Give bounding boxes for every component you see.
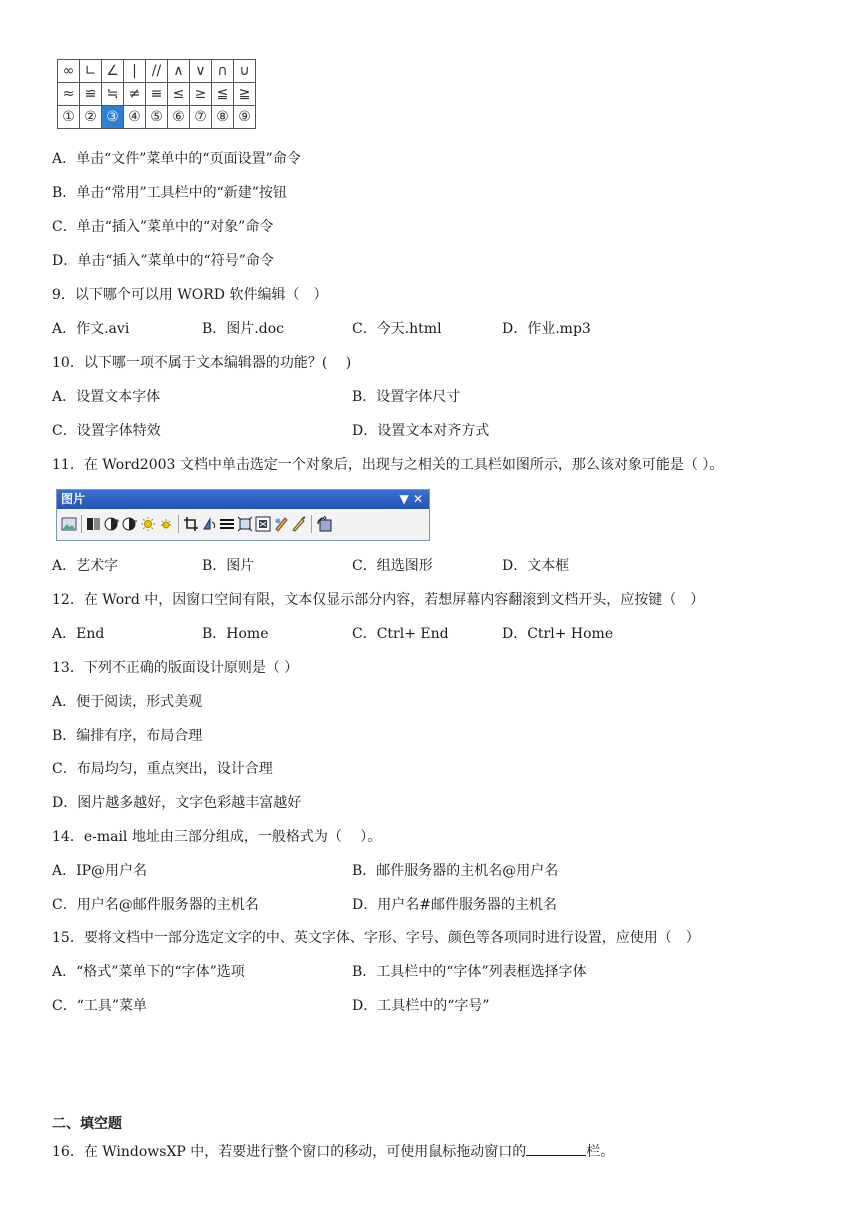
q12-option-b: B．Home: [202, 626, 269, 642]
q10-stem: 10．以下哪一项不属于文本编辑器的功能？( ): [52, 355, 352, 371]
toolbar-separator: [81, 515, 82, 533]
q15-option-b: B．工具栏中的“字体”列表框选择字体: [352, 964, 587, 980]
q8-option-d: D．单击“插入”菜单中的“符号”命令: [52, 253, 274, 269]
color-icon: [86, 516, 102, 532]
q11-stem: 11．在 Word2003 文档中单击选定一个对象后，出现与之相关的工具栏如图所示，那么该对象可能是（ ）。: [52, 457, 724, 473]
more-contrast-icon: [104, 516, 120, 532]
q13-option-c: C．布局均匀，重点突出，设计合理: [52, 761, 273, 777]
symbol-cell: ⑤: [146, 106, 168, 129]
q10-option-a: A．设置文本字体: [52, 389, 161, 405]
symbol-cell: ≧: [234, 83, 256, 106]
q14-option-b: B．邮件服务器的主机名@用户名: [352, 863, 559, 879]
insert-picture-icon: [61, 516, 77, 532]
compress-pictures-icon: [237, 516, 253, 532]
q14-stem: 14．e-mail 地址由三部分组成，一般格式为（ ）。: [52, 829, 382, 845]
q16-text-before: 16．在 WindowsXP 中，若要进行整个窗口的移动，可使用鼠标拖动窗口的: [52, 1144, 527, 1160]
symbol-grid-row: [58, 106, 256, 129]
set-transparent-color-icon: [291, 516, 307, 532]
symbol-cell: ≒: [102, 83, 124, 106]
q14-option-a: A．IP@用户名: [52, 863, 148, 879]
symbol-cell: ≤: [168, 83, 190, 106]
q12-option-d: D．Ctrl+ Home: [502, 626, 614, 642]
symbol-cell: ⑥: [168, 106, 190, 129]
symbol-cell: ≌: [80, 83, 102, 106]
q10-option-d: D．设置文本对齐方式: [352, 423, 490, 439]
q11-option-d: D．文本框: [502, 558, 570, 574]
format-picture-icon: [273, 516, 289, 532]
q16-answer-blank-tail: [572, 1143, 586, 1156]
q10-option-b: B．设置字体尺寸: [352, 389, 461, 405]
symbol-cell: ∟: [80, 60, 102, 83]
symbol-cell: ⑨: [234, 106, 256, 129]
q14-option-d: D．用户名#邮件服务器的主机名: [352, 897, 557, 913]
symbol-cell: ③: [102, 106, 124, 129]
q12-option-c: C．Ctrl+ End: [352, 626, 449, 642]
rotate-left-icon: [201, 516, 217, 532]
symbol-grid: [57, 59, 256, 129]
symbol-cell: ≈: [58, 83, 80, 106]
symbol-cell: ∪: [234, 60, 256, 83]
q9-option-b: B．图片.doc: [202, 321, 284, 337]
toolbar-separator: [178, 515, 179, 533]
reset-picture-icon: [316, 516, 332, 532]
picture-toolbar: [56, 489, 430, 541]
q9-stem: 9．以下哪个可以用 WORD 软件编辑（ ）: [52, 287, 328, 303]
q8-option-b: B．单击“常用”工具栏中的“新建”按钮: [52, 185, 287, 201]
q15-option-c: C．“工具”菜单: [52, 998, 148, 1014]
less-contrast-icon: [122, 516, 138, 532]
q15-stem: 15．要将文档中一部分选定文字的中、英文字体、字形、字号、颜色等各项同时进行设置，应使用（ ）: [52, 930, 700, 946]
symbol-cell: //: [146, 60, 168, 83]
symbol-cell: ⑦: [190, 106, 212, 129]
q11-option-c: C．组选图形: [352, 558, 433, 574]
toolbar-separator: [311, 515, 312, 533]
toolbar-titlebar: [57, 490, 429, 509]
q14-option-c: C．用户名@邮件服务器的主机名: [52, 897, 259, 913]
crop-icon: [183, 516, 199, 532]
symbol-cell: ≦: [212, 83, 234, 106]
symbol-cell: |: [124, 60, 146, 83]
q13-option-a: A．便于阅读，形式美观: [52, 694, 203, 710]
q16-text-after: 栏。: [586, 1144, 615, 1160]
symbol-cell: ⑧: [212, 106, 234, 129]
symbol-grid-row: [58, 60, 256, 83]
q9-option-a: A．作文.avi: [52, 321, 130, 337]
q10-option-c: C．设置字体特效: [52, 423, 161, 439]
q8-option-c: C．单击“插入”菜单中的“对象”命令: [52, 219, 274, 235]
q11-option-a: A．艺术字: [52, 558, 119, 574]
section-heading-fill-blank: 二、填空题: [52, 1116, 122, 1132]
q13-stem: 13．下列不正确的版面设计原则是（ ）: [52, 660, 299, 676]
symbol-cell: ④: [124, 106, 146, 129]
q16-stem: [52, 1143, 614, 1161]
text-wrapping-icon: [255, 516, 271, 532]
q15-option-a: A．“格式”菜单下的“字体”选项: [52, 964, 245, 980]
q13-option-d: D．图片越多越好，文字色彩越丰富越好: [52, 795, 302, 811]
symbol-cell: ∧: [168, 60, 190, 83]
symbol-cell: ∩: [212, 60, 234, 83]
symbol-cell: ∠: [102, 60, 124, 83]
q16-answer-blank[interactable]: [526, 1143, 572, 1156]
symbol-cell: ∞: [58, 60, 80, 83]
line-style-icon: [219, 516, 235, 532]
q12-option-a: A．End: [52, 626, 105, 642]
q13-option-b: B．编排有序，布局合理: [52, 728, 203, 744]
q9-option-c: C．今天.html: [352, 321, 442, 337]
q11-option-b: B．图片: [202, 558, 255, 574]
less-brightness-icon: [158, 516, 174, 532]
symbol-cell: ≡: [146, 83, 168, 106]
symbol-cell: ①: [58, 106, 80, 129]
q9-option-d: D．作业.mp3: [502, 321, 591, 337]
toolbar-controls: ▼ ✕: [399, 492, 423, 506]
q12-stem: 12．在 Word 中，因窗口空间有限，文本仅显示部分内容，若想屏幕内容翻滚到文档开头，应按键（ ）: [52, 592, 705, 608]
more-brightness-icon: [140, 516, 156, 532]
symbol-cell: ②: [80, 106, 102, 129]
q8-option-a: A．单击“文件”菜单中的“页面设置”命令: [52, 151, 301, 167]
symbol-grid-row: [58, 83, 256, 106]
toolbar-title: 图片: [61, 492, 86, 506]
symbol-cell: ≠: [124, 83, 146, 106]
symbol-cell: ≥: [190, 83, 212, 106]
symbol-cell: ∨: [190, 60, 212, 83]
toolbar-icon-row: [57, 509, 429, 539]
q15-option-d: D．工具栏中的“字号”: [352, 998, 490, 1014]
